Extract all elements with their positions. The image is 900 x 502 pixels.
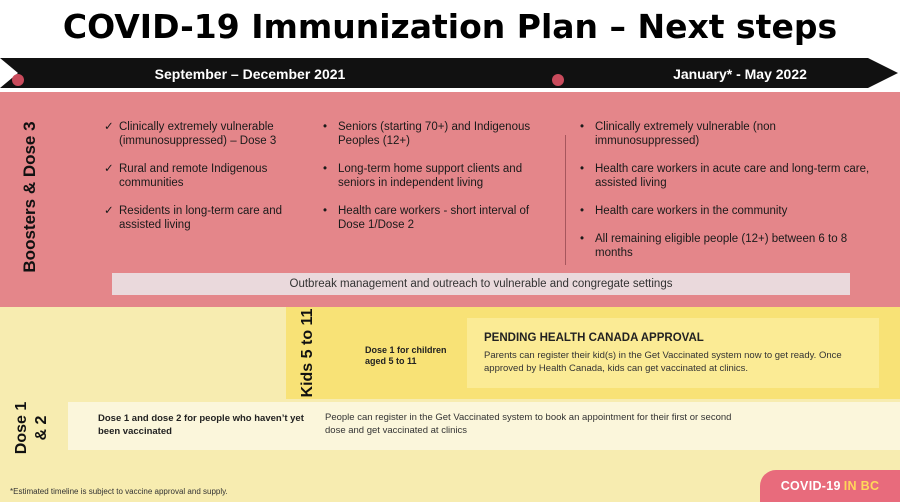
list-item: ✓ Clinically extremely vulnerable (immunosuppressed) – Dose 3 <box>104 121 277 147</box>
kids-dose-text: Dose 1 for children aged 5 to 11 <box>365 345 447 366</box>
check-icon: ✓ <box>104 121 114 133</box>
check-icon: ✓ <box>104 205 114 217</box>
list-item: • Clinically extremely vulnerable (non immunosuppressed) <box>580 121 776 147</box>
bullet-icon: • <box>580 121 585 133</box>
dose12-eligibility-text: Dose 1 and dose 2 for people who haven’t yet been vaccinated <box>98 413 304 437</box>
list-item: • Health care workers in acute care and long-term care, assisted living <box>580 163 870 189</box>
dose12-label: Dose 1 & 2 <box>13 401 50 455</box>
pending-approval-text: Parents can register their kid(s) in the Get Vaccinated system now to get ready. Once approved by Health Canada, kids can get vaccinated at clinics. <box>484 350 842 374</box>
bullet-icon: • <box>580 233 585 245</box>
boosters-column-1 <box>104 120 302 246</box>
bullet-icon: • <box>323 121 328 133</box>
list-item: • Seniors (starting 70+) and Indigenous Peoples (12+) <box>323 121 531 147</box>
check-icon: ✓ <box>104 163 114 175</box>
dose12-registration-text: People can register in the Get Vaccinated system to book an appointment for their first or second dose and get vaccinated at clinics <box>325 412 732 436</box>
column-divider <box>565 135 566 265</box>
kids-label: Kids 5 to 11 <box>299 308 316 398</box>
list-item: • Long-term home support clients and seniors in independent living <box>323 163 523 189</box>
list-item: ✓ Residents in long-term care and assisted living <box>104 205 282 231</box>
list-item: • Health care workers in the community <box>580 205 788 217</box>
page-title: COVID-19 Immunization Plan – Next steps <box>62 7 838 46</box>
list-item: • All remaining eligible people (12+) between 6 to 8 months <box>580 233 848 259</box>
outbreak-banner: Outbreak management and outreach to vulnerable and congregate settings <box>112 273 850 295</box>
boosters-column-2 <box>323 120 545 246</box>
timeline-period-2: January* - May 2022 <box>673 66 807 82</box>
pending-approval-title: PENDING HEALTH CANADA APPROVAL <box>484 332 704 344</box>
list-item: • Health care workers - short interval of Dose 1/Dose 2 <box>323 205 530 231</box>
timeline-marker <box>12 74 24 86</box>
boosters-column-3 <box>580 120 870 274</box>
bullet-icon: • <box>580 205 585 217</box>
bullet-icon: • <box>323 163 328 175</box>
timeline-period-1: September – December 2021 <box>154 66 346 82</box>
bullet-icon: • <box>580 163 585 175</box>
covid-in-bc-logo: COVID-19 IN BC <box>760 470 900 502</box>
bullet-icon: • <box>323 205 328 217</box>
timeline-marker <box>552 74 564 86</box>
boosters-label: Boosters & Dose 3 <box>20 121 39 273</box>
list-item: ✓ Rural and remote Indigenous communities <box>104 163 268 189</box>
footnote: *Estimated timeline is subject to vaccine approval and supply. <box>10 487 228 496</box>
